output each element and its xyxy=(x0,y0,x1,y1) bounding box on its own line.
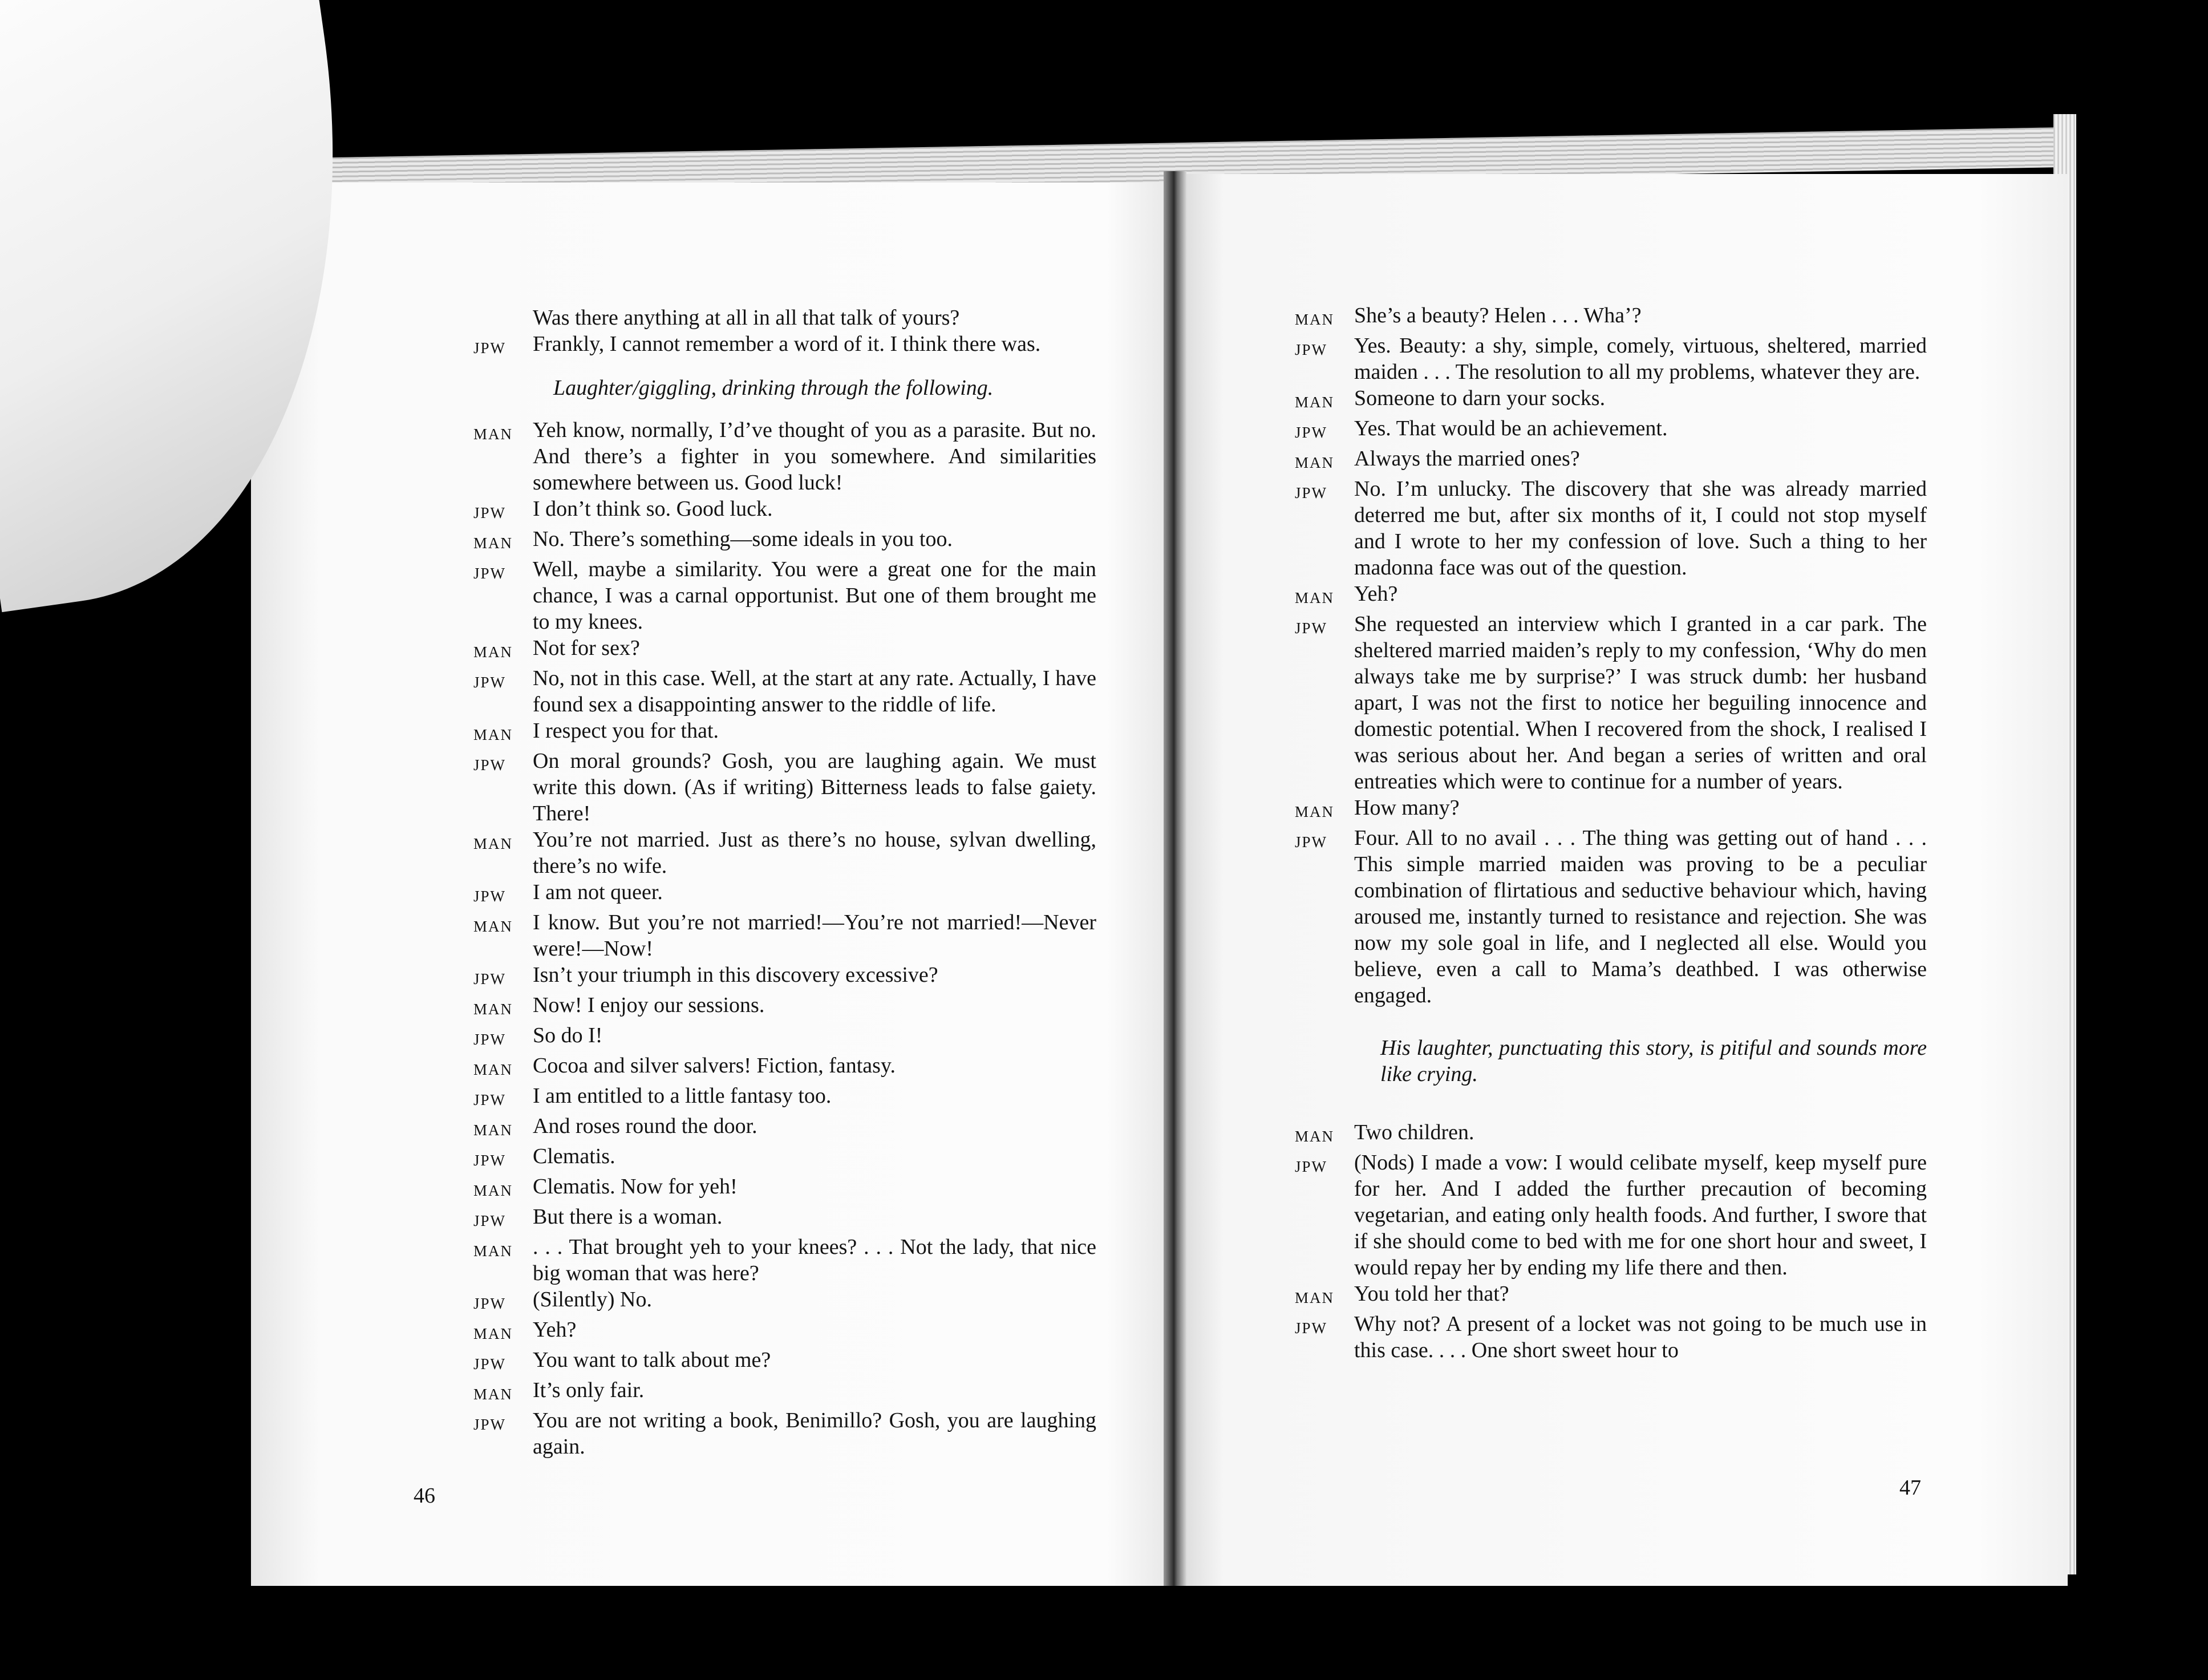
left-page-text xyxy=(473,305,1096,1460)
dialogue-text: Was there anything at all in all that talk of yours? xyxy=(533,306,960,330)
dialogue-text: And roses round the door. xyxy=(533,1114,757,1138)
dialogue-line xyxy=(1295,385,1927,415)
dialogue-line xyxy=(473,992,1096,1022)
speaker-label: MAN xyxy=(1295,589,1335,606)
dialogue-text: Why not? A present of a locket was not going to be much use in this case. . . . One short sweet hour to xyxy=(1354,1312,1927,1362)
dialogue-line xyxy=(473,417,1096,496)
dialogue-line xyxy=(1295,1119,1927,1149)
dialogue-text: Clematis. Now for yeh! xyxy=(533,1175,738,1199)
speaker-label: JPW xyxy=(473,888,507,905)
dialogue-line xyxy=(473,1377,1096,1407)
speaker-label: JPW xyxy=(473,674,507,691)
speaker-label: JPW xyxy=(473,339,507,357)
speaker-label: MAN xyxy=(1295,454,1335,471)
dialogue-line xyxy=(473,496,1096,526)
dialogue-text: You want to talk about me? xyxy=(533,1348,771,1372)
dialogue-text: I am entitled to a little fantasy too. xyxy=(533,1084,832,1108)
dialogue-line xyxy=(473,526,1096,556)
dialogue-text: No, not in this case. Well, at the start at any rate. Actually, I have found sex a disappointing answer to the riddle of life. xyxy=(533,666,1096,716)
dialogue-line xyxy=(1295,302,1927,333)
dialogue-text: Isn’t your triumph in this discovery excessive? xyxy=(533,963,938,987)
dialogue-line xyxy=(1295,1281,1927,1311)
dialogue-line xyxy=(473,1317,1096,1347)
dialogue-line xyxy=(473,1113,1096,1143)
speaker-label: JPW xyxy=(1295,620,1328,637)
dialogue-text: I am not queer. xyxy=(533,880,663,904)
dialogue-line xyxy=(473,1052,1096,1083)
speaker-label: MAN xyxy=(473,535,513,552)
speaker-label: MAN xyxy=(1295,1128,1335,1145)
dialogue-text: Two children. xyxy=(1354,1120,1474,1144)
dialogue-text: Four. All to no avail . . . The thing was getting out of hand . . . This simple married maiden was proving to be a peculiar combination of flirtatious and seductive behaviour which, having aroused me, instantly turned to resistance and rejection. She was now my sole goal in life, and I neglected all else. Would you believe, even a call to Mama’s deathbed. I was otherwise engaged. xyxy=(1354,826,1927,1007)
dialogue-text: Frankly, I cannot remember a word of it. I think there was. xyxy=(533,332,1041,356)
dialogue-text: Yeh? xyxy=(533,1318,577,1342)
dialogue-line xyxy=(473,1407,1096,1460)
speaker-label: JPW xyxy=(1295,1319,1328,1337)
dialogue-line xyxy=(1295,446,1927,476)
dialogue-text: Not for sex? xyxy=(533,636,640,660)
dialogue-text: Yes. Beauty: a shy, simple, comely, virtuous, sheltered, married maiden . . . The resolution to all my problems, whatever they are. xyxy=(1354,334,1927,384)
speaker-label: MAN xyxy=(473,726,513,743)
speaker-label: JPW xyxy=(1295,484,1328,501)
speaker-label: MAN xyxy=(473,1061,513,1078)
speaker-label: JPW xyxy=(473,1416,507,1433)
speaker-label: JPW xyxy=(473,756,507,774)
dialogue-text: I know. But you’re not married!—You’re not married!—Never were!—Now! xyxy=(533,910,1096,961)
speaker-label: MAN xyxy=(473,835,513,852)
dialogue-text: Clematis. xyxy=(533,1144,615,1168)
dialogue-line xyxy=(473,305,1096,331)
stage-direction: His laughter, punctuating this story, is pitiful and sounds more like crying. xyxy=(1380,1036,1927,1086)
dialogue-line xyxy=(1295,611,1927,795)
dialogue-line xyxy=(473,1286,1096,1317)
speaker-label: MAN xyxy=(473,1122,513,1139)
book-spine xyxy=(1164,171,1186,1586)
dialogue-text: How many? xyxy=(1354,796,1460,820)
speaker-label: MAN xyxy=(473,1182,513,1199)
speaker-label: MAN xyxy=(473,1001,513,1018)
dialogue-text: It’s only fair. xyxy=(533,1378,645,1402)
speaker-label xyxy=(473,305,533,309)
dialogue-line xyxy=(473,1143,1096,1173)
dialogue-line xyxy=(1295,1149,1927,1281)
dialogue-text: She requested an interview which I granted in a car park. The sheltered married maiden’s reply to my confession, ‘Why do men always take me by surprise?’ I was struck dumb: her husband apart, I was not the first to notice her beguiling innocence and domestic potential. When I recovered from the shock, I realised I was serious about her. And began a series of written and oral entreaties which were to continue for a number of years. xyxy=(1354,612,1927,794)
dialogue-text: On moral grounds? Gosh, you are laughing again. We must write this down. (As if writing) Bitterness leads to false gaiety. There! xyxy=(533,749,1096,825)
speaker-label: JPW xyxy=(473,970,507,987)
dialogue-line xyxy=(473,1173,1096,1204)
dialogue-text: You’re not married. Just as there’s no house, sylvan dwelling, there’s no wife. xyxy=(533,828,1096,878)
speaker-label: MAN xyxy=(473,1325,513,1342)
dialogue-text: You are not writing a book, Benimillo? Gosh, you are laughing again. xyxy=(533,1408,1096,1459)
dialogue-line xyxy=(1295,795,1927,825)
dialogue-line xyxy=(1295,415,1927,446)
dialogue-line xyxy=(473,635,1096,665)
dialogue-text: (Silently) No. xyxy=(533,1288,652,1311)
dialogue-line xyxy=(473,879,1096,909)
dialogue-line xyxy=(473,718,1096,748)
speaker-label: MAN xyxy=(473,643,513,661)
dialogue-line xyxy=(473,331,1096,361)
speaker-label: MAN xyxy=(473,1386,513,1403)
dialogue-text: But there is a woman. xyxy=(533,1205,723,1229)
speaker-label: JPW xyxy=(473,1295,507,1312)
speaker-label: JPW xyxy=(473,1091,507,1108)
dialogue-line xyxy=(473,1234,1096,1286)
dialogue-line xyxy=(473,1022,1096,1052)
dialogue-text: I don’t think so. Good luck. xyxy=(533,497,773,521)
speaker-label: MAN xyxy=(1295,311,1335,328)
dialogue-text: Yeh know, normally, I’d’ve thought of you as a parasite. But no. And there’s a fighter in you somewhere. And similarities somewhere between us. Good luck! xyxy=(533,418,1096,495)
dialogue-text: Yes. That would be an achievement. xyxy=(1354,416,1668,440)
dialogue-line xyxy=(1295,581,1927,611)
speaker-label: JPW xyxy=(473,504,507,521)
dialogue-line xyxy=(1295,333,1927,385)
speaker-label: JPW xyxy=(473,1212,507,1229)
speaker-label: JPW xyxy=(1295,1158,1328,1175)
speaker-label: MAN xyxy=(473,1242,513,1260)
speaker-label: MAN xyxy=(1295,803,1335,820)
dialogue-text: You told her that? xyxy=(1354,1282,1509,1306)
speaker-label: MAN xyxy=(1295,394,1335,411)
speaker-label: JPW xyxy=(1295,424,1328,441)
dialogue-line xyxy=(473,827,1096,879)
dialogue-text: Well, maybe a similarity. You were a great one for the main chance, I was a carnal opportunist. But one of them brought me to my knees. xyxy=(533,557,1096,634)
dialogue-line xyxy=(1295,476,1927,581)
right-page-text xyxy=(1295,302,1927,1363)
speaker-label: JPW xyxy=(1295,341,1328,358)
dialogue-text: No. I’m unlucky. The discovery that she was already married deterred me but, after six months of it, I could not stop myself and I wrote to her my confession of love. Such a thing to her madonna face was out of the question. xyxy=(1354,477,1927,580)
speaker-label: JPW xyxy=(473,565,507,582)
dialogue-line xyxy=(1295,825,1927,1009)
dialogue-line xyxy=(473,1347,1096,1377)
dialogue-text: She’s a beauty? Helen . . . Wha’? xyxy=(1354,303,1642,327)
dialogue-line xyxy=(473,1204,1096,1234)
dialogue-line xyxy=(473,909,1096,962)
dialogue-text: . . . That brought yeh to your knees? . . . Not the lady, that nice big woman that was here? xyxy=(533,1235,1096,1285)
dialogue-text: Now! I enjoy our sessions. xyxy=(533,993,765,1017)
dialogue-line xyxy=(473,556,1096,635)
speaker-label: JPW xyxy=(1295,833,1328,851)
speaker-label: JPW xyxy=(473,1031,507,1048)
dialogue-line xyxy=(1295,1311,1927,1363)
page-number-left: 46 xyxy=(414,1484,435,1508)
speaker-label: MAN xyxy=(473,918,513,935)
dialogue-text: Yeh? xyxy=(1354,582,1398,606)
dialogue-text: Cocoa and silver salvers! Fiction, fantasy. xyxy=(533,1054,896,1078)
dialogue-line xyxy=(473,962,1096,992)
dialogue-text: Someone to darn your socks. xyxy=(1354,386,1606,410)
dialogue-text: So do I! xyxy=(533,1023,603,1047)
dialogue-text: No. There’s something—some ideals in you too. xyxy=(533,527,953,551)
speaker-label: JPW xyxy=(473,1355,507,1373)
dialogue-line xyxy=(473,1083,1096,1113)
speaker-label: MAN xyxy=(473,426,513,443)
speaker-label: JPW xyxy=(473,1152,507,1169)
dialogue-line xyxy=(473,748,1096,827)
dialogue-text: (Nods) I made a vow: I would celibate myself, keep myself pure for her. And I added the further precaution of becoming vegetarian, and eating only health foods. And further, I swore that if she should come to bed with me for one short hour and sweet, I would repay her by ending my life there and then. xyxy=(1354,1151,1927,1280)
dialogue-line xyxy=(473,665,1096,718)
speaker-label: MAN xyxy=(1295,1289,1335,1306)
dialogue-text: I respect you for that. xyxy=(533,719,719,743)
stage-direction: Laughter/giggling, drinking through the following. xyxy=(553,376,994,400)
page-number-right: 47 xyxy=(1899,1476,1921,1500)
dialogue-text: Always the married ones? xyxy=(1354,447,1580,471)
